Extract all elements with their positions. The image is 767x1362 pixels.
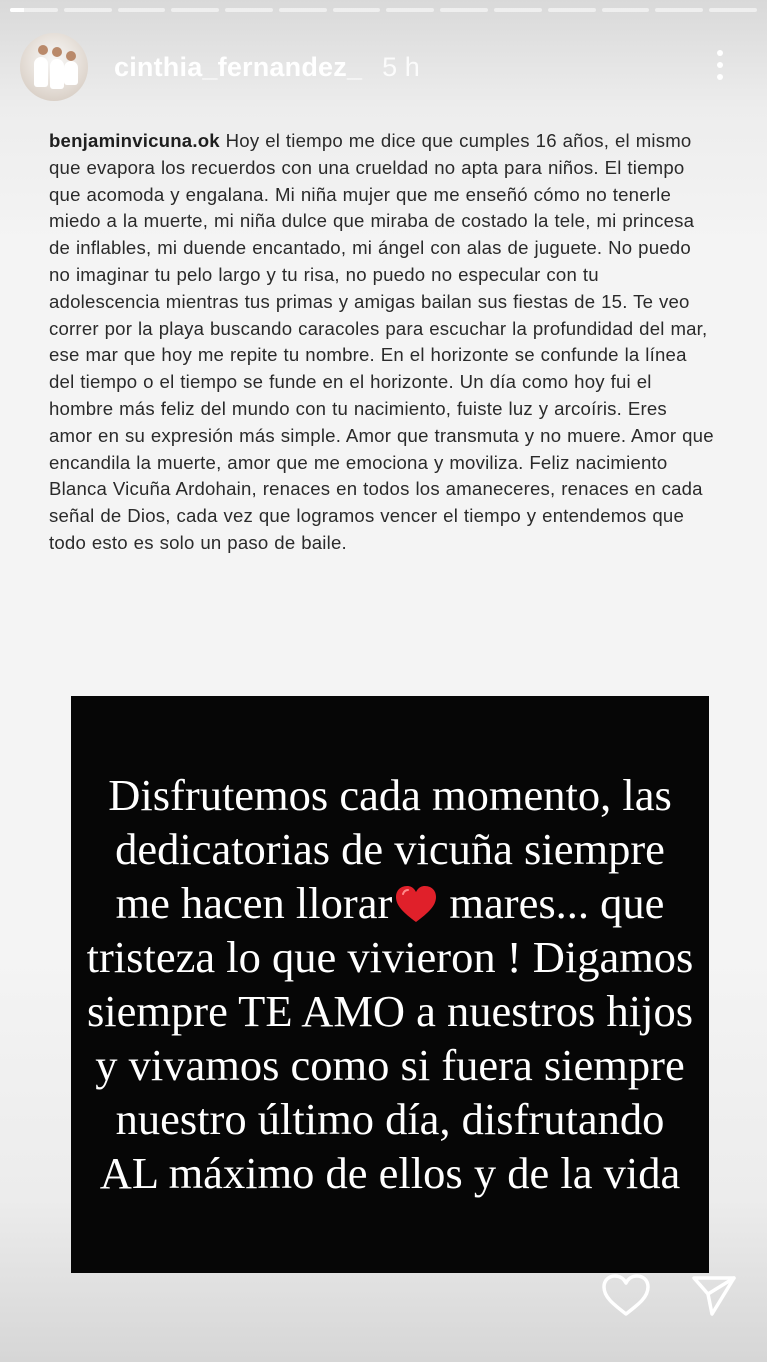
progress-segment (64, 8, 112, 12)
progress-segment (386, 8, 434, 12)
progress-segment (440, 8, 488, 12)
progress-segment (548, 8, 596, 12)
caption-text (49, 128, 714, 557)
progress-fill (10, 8, 24, 12)
post-time: 5 h (382, 51, 420, 82)
paper-plane-icon[interactable] (690, 1272, 738, 1318)
progress-segment (602, 8, 650, 12)
caption-body: Hoy el tiempo me dice que cumples 16 años, el mismo que evapora los recuerdos con una crueldad no apta para niños. El tiempo que acomoda y engalana. Mi niña mujer que me enseñó cómo no tenerle miedo a la muerte, mi niña dulce que miraba de costado la tele, mi princesa de inflables, mi duende encantado, mi ángel con alas de juguete. No puedo no imaginar tu pelo largo y tu risa, no puedo no especular con tu adolescencia mientras tus primas y amigas bailan sus fiestas de 15. Te veo correr por la playa buscando caracoles para escuchar la profundidad del mar, ese mar que hoy me repite tu nombre. En el horizonte se confunde la línea del tiempo o el tiempo se funde en el horizonte. Un día como hoy fui el hombre más feliz del mundo con tu nacimiento, fuiste luz y arcoíris. Eres amor en su expresión más simple. Amor que transmuta y no muere. Amor que encandila la muerte, amor que me emociona y moviliza. Feliz nacimiento Blanca Vicuña Ardohain, renaces en todos los amaneceres, renaces en cada señal de Dios, cada vez que logramos vencer el tiempo y entendemos que todo esto es solo un paso de baile. (49, 130, 714, 553)
progress-segment (494, 8, 542, 12)
story-progress-bar (10, 8, 757, 12)
progress-segment (171, 8, 219, 12)
heart-outline-icon[interactable] (600, 1272, 652, 1318)
story-header (20, 30, 747, 104)
vertical-dots-icon[interactable] (715, 50, 725, 86)
story-actions (0, 1270, 767, 1320)
username[interactable]: cinthia_fernandez_ (114, 51, 363, 82)
quote-part-1: Disfrutemos cada momento, las dedicatorias de vicuña siempre me hacen llorar (108, 769, 672, 928)
progress-segment (225, 8, 273, 12)
progress-segment (279, 8, 327, 12)
quote-part-2: mares... que tristeza lo que vivieron ! Digamos siempre TE AMO a nuestros hijos y vivamos como si fuera siempre nuestro último día, disfrutando AL máximo de ellos y de la vida (86, 877, 694, 1198)
caption-author: benjaminvicuna.ok (49, 130, 220, 151)
avatar[interactable] (20, 33, 88, 101)
red-heart-icon (394, 884, 438, 924)
progress-segment (10, 8, 58, 12)
progress-segment (655, 8, 703, 12)
progress-segment (333, 8, 381, 12)
progress-segment (118, 8, 166, 12)
quote-box (71, 696, 709, 1273)
progress-segment (709, 8, 757, 12)
quote-text (85, 768, 695, 1200)
